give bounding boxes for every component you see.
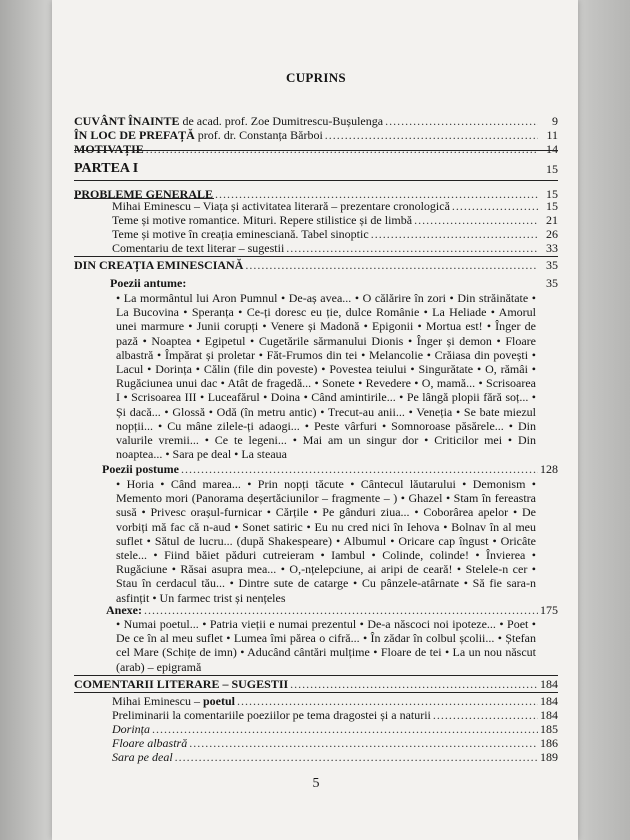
page-number: 14 xyxy=(546,142,558,156)
entry-heading: ÎN LOC DE PREFAȚĂ xyxy=(74,128,195,142)
page-number: 184 xyxy=(540,708,558,722)
entry-heading: CUVÂNT ÎNAINTE xyxy=(74,114,180,128)
page-number: 175 xyxy=(540,603,558,617)
subsection-heading: Poezii postume xyxy=(102,462,179,476)
subentry-text: Teme și motive romantice. Mituri. Repere stilistice și de limbă xyxy=(112,213,413,227)
page-number: 15 xyxy=(546,187,558,201)
subentry-text: Teme și motive în creația eminesciană. Tabel sinoptic xyxy=(112,227,369,241)
page-number: 184 xyxy=(540,694,558,708)
divider xyxy=(74,150,558,151)
leader-dots xyxy=(414,213,538,227)
page-number: 15 xyxy=(546,162,558,176)
leader-dots xyxy=(189,736,538,750)
leader-dots xyxy=(452,199,538,213)
toc-entry-partea-i xyxy=(74,160,558,178)
page-number: 35 xyxy=(546,258,558,272)
toc-entry-din-creatia xyxy=(74,258,558,272)
divider xyxy=(74,180,558,181)
page-number: 184 xyxy=(540,677,558,691)
divider xyxy=(74,675,558,676)
section-heading: DIN CREAȚIA EMINESCIANĂ xyxy=(74,258,244,272)
page-number: 11 xyxy=(546,128,558,142)
subentry-bold: poetul xyxy=(199,694,235,708)
subentry-text: Floare albastră xyxy=(112,736,188,750)
toc-entry-comentarii xyxy=(74,677,558,691)
page-number: 33 xyxy=(546,241,558,255)
divider xyxy=(74,256,558,257)
toc-subentry xyxy=(112,213,558,227)
divider xyxy=(74,692,558,693)
page-number: 186 xyxy=(540,736,558,750)
poem-list-postume: • Horia • Când marea... • Prin nopți tăcute • Cântecul lăutarului • Demonism • Memento mori (Panorama deșertăciunilor – fragmente – ) • Ghazel • Stam în fereastra susă • Privesc orașul-furnicar • Cărțile • Pe gânduri ziua... • Coborârea apelor • De vorbiți mă fac că n-aud • Sonet satiric • Eu nu cred nici în Iehova • Bolnav în al meu suflet • Sătul de lucru... (după Shakespeare) • Albumul • Oricare cap îngust • Oricâte stele... • Fiind băiet păduri cutreieram • Iambul • Colinde, colinde! • Învierea • Rugăciune • Răsai asupra mea... • O,-nțelepciune, ai aripi de ceară! • Stelele-n cer • Stau în cerdacul tău... • Dintre sute de catarge • Cu pânzele-atârnate • Să fie sara-n asfințit • Un farmec trist și nențeles xyxy=(116,477,536,605)
toc-entry-motivatie xyxy=(74,142,558,156)
leader-dots xyxy=(144,603,538,617)
leader-dots xyxy=(175,750,538,764)
toc-entry-poezii-postume xyxy=(102,462,558,476)
subentry-text: Mihai Eminescu – xyxy=(112,694,200,708)
entry-heading: MOTIVAȚIE xyxy=(74,142,144,156)
entry-author: prof. dr. Constanța Bărboi xyxy=(194,128,323,142)
subentry-text: Preliminarii la comentariile poeziilor pe tema dragostei și a naturii xyxy=(112,708,431,722)
toc-subentry xyxy=(112,750,558,764)
toc-subentry xyxy=(112,722,558,736)
toc-entry-cuvant-inainte xyxy=(74,114,558,128)
page-title: CUPRINS xyxy=(286,70,346,85)
poem-list-anexe: • Numai poetul... • Patria vieții e numai prezentul • De-a născoci noi ipoteze... • Poet • De ce în al meu suflet • Lumea îmi părea o cifră... • În zădar în colbul școlii... • Ștefan cel Mare (Schițe de imn) • Aducând cântări mulțime • Floare de tei • La un nou născut (arab) – epigramă xyxy=(116,617,536,674)
subentry-text: Sara pe deal xyxy=(112,750,173,764)
leader-dots xyxy=(371,227,538,241)
page-folio: 5 xyxy=(312,776,320,791)
section-heading: COMENTARII LITERARE – SUGESTII xyxy=(74,677,289,691)
page-number: 26 xyxy=(546,227,558,241)
page-number: 15 xyxy=(546,199,558,213)
toc-subentry xyxy=(112,708,558,722)
leader-dots xyxy=(181,462,538,476)
leader-dots xyxy=(325,128,538,142)
toc-entry-poezii-antume xyxy=(110,276,558,290)
page-number: 35 xyxy=(546,276,558,290)
subentry-text: Comentariu de text literar – sugestii xyxy=(112,241,285,255)
part-heading: PARTEA I xyxy=(74,161,139,176)
subsection-heading: Anexe: xyxy=(106,603,142,617)
leader-dots xyxy=(286,241,538,255)
page-number: 21 xyxy=(546,213,558,227)
section-heading: PROBLEME GENERALE xyxy=(74,187,214,201)
toc-subentry xyxy=(112,227,558,241)
poem-list-antume: • La mormântul lui Aron Pumnul • De-aș avea... • O călărire în zori • Din străinătate • La Bucovina • Speranța • Ce-ți doresc eu ție, dulce Românie • La Heliade • Amorul unei marmure • Junii corupți • Venere și Madonă • Epigonii • Mortua est! • Înger de pază • Noaptea • Egipetul • Cugetările sărmanului Dionis • Înger și demon • Floare albastră • Împărat și proletar • Făt-Frumos din tei • Melancolie • Crăiasa din povești • Lacul • Dorința • Călin (file din poveste) • Povestea teiului • Singurătate • O, rămâi • Rugăciunea unui dac • Atât de fragedă... • Sonete • Revedere • O, mamă... • Scrisoarea I • Scrisoarea III • Luceafărul • Doina • Când amintirile... • Pe lângă plopii fără soț... • Și dacă... • Glossă • Odă (în metru antic) • Trecut-au anii... • Veneția • Se bate miezul nopții... • Cu mâne zilele-ți adaogi... • Peste vârfuri • Somnoroase păsărele... • Din valurile vremii... • Ce te legeni... • Mai am un singur dor • Criticilor mei • Din noaptea... • Sara pe deal • La steaua xyxy=(116,291,536,462)
toc-subentry xyxy=(112,241,558,255)
book-page xyxy=(52,0,578,840)
toc-subentry xyxy=(112,199,558,213)
subentry-text: Mihai Eminescu – Viața și activitatea literară – prezentare cronologică xyxy=(112,199,450,213)
leader-dots xyxy=(237,694,538,708)
toc-subentry xyxy=(112,694,558,708)
page-number: 189 xyxy=(540,750,558,764)
leader-dots xyxy=(152,722,538,736)
page-number: 128 xyxy=(540,462,558,476)
toc-subentry xyxy=(112,736,558,750)
leader-dots xyxy=(245,258,538,272)
subsection-heading: Poezii antume: xyxy=(110,276,187,290)
toc-entry-anexe xyxy=(106,603,558,617)
page-number: 9 xyxy=(552,114,558,128)
entry-author: de acad. prof. Zoe Dumitrescu-Bușulenga xyxy=(179,114,384,128)
leader-dots xyxy=(385,114,538,128)
leader-dots xyxy=(433,708,538,722)
leader-dots xyxy=(290,677,538,691)
toc-entry-prefata xyxy=(74,128,558,142)
leader-dots xyxy=(146,142,538,156)
page-number: 185 xyxy=(540,722,558,736)
subentry-text: Dorința xyxy=(112,722,151,736)
